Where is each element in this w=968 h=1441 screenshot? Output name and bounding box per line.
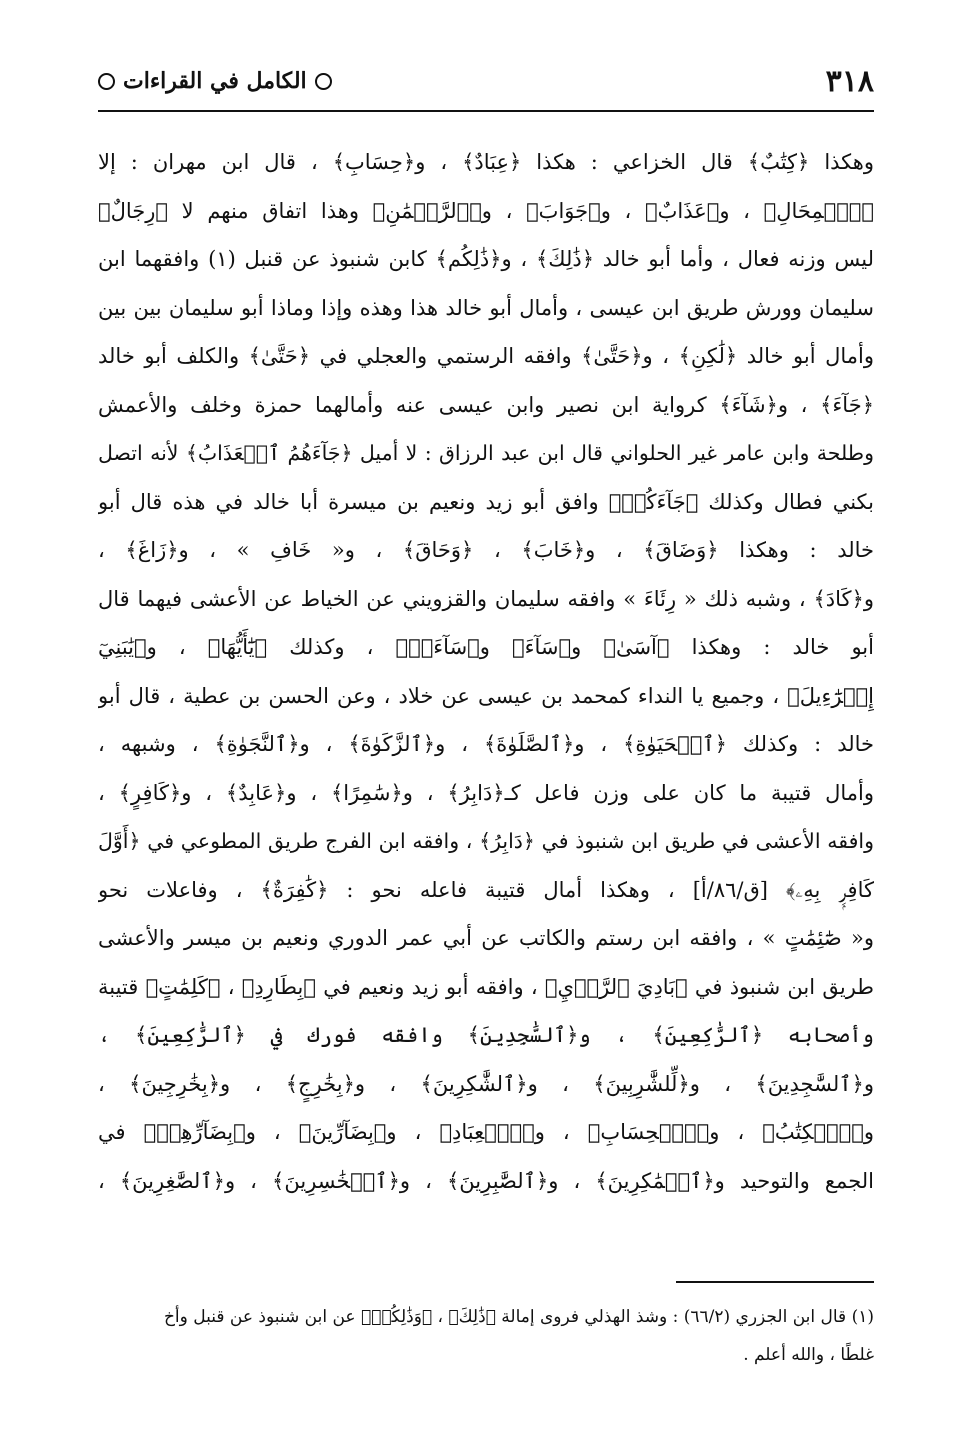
page-header	[98, 60, 874, 102]
header-divider	[98, 110, 874, 112]
running-title-block	[98, 68, 332, 94]
running-title: الكامل في القراءات	[123, 68, 307, 94]
text-line: و﴿ٱلۡكِتَٰبُ﴾ ، و﴿ٱلۡحِسَابِ﴾ ، و﴿ٱلۡعِبَادِ﴾ ، و﴿بِضَآرِّينَ﴾ ، و﴿بِضَآرِّهِمۡ﴾ في	[98, 1120, 874, 1144]
text-line: ﴿جَآءَ﴾ ، و﴿شَآءَ﴾ كرواية ابن نصير وابن عيسى عنه وأمالهما حمزة وخلف والأعمش	[98, 392, 874, 417]
text-line: و﴿ٱلسَّٰجِدِينَ﴾ ، و﴿لِّلشَّٰرِبِينَ﴾ ، و﴿ٱلشَّٰكِرِينَ﴾ ، و﴿بِخَٰرِجٍ﴾ ، و﴿بِخَٰرِجِينَ﴾ ،	[98, 1071, 874, 1096]
text-line: وافقه الأعشى في طريق ابن شنبوذ في ﴿دَابِرُ﴾ ، وافقه ابن الفرج طريق المطوعي في ﴿أَوَّلَ	[98, 829, 874, 853]
footnote-divider	[676, 1281, 874, 1283]
footnotes	[98, 1298, 874, 1374]
page-number: ٣١٨	[825, 63, 874, 99]
text-line: خالد : وهكذا ﴿وَضَاقَ﴾ ، و﴿خَابَ﴾ ، ﴿وَحَاقَ﴾ ، و« خَافِ » ، و﴿زَاغَ﴾ ،	[98, 538, 874, 562]
main-text	[98, 138, 874, 1205]
text-line: الجمع والتوحيد و﴿ٱلۡمَٰكِرِينَ﴾ ، و﴿ٱلصَّٰبِرِينَ﴾ ، و﴿ٱلۡخَٰسِرِينَ﴾ ، و﴿ٱلصَّٰغِرِينَ﴾ ،	[98, 1168, 874, 1193]
text-line: وأمال قتيبة ما كان على وزن فاعل كـ﴿دَابِرُ﴾ ، و﴿سَٰمِرًا﴾ ، و﴿عَابِدٌ﴾ ، و﴿كَافِرٍ﴾ ،	[98, 780, 874, 805]
circle-ornament-icon	[98, 73, 115, 90]
text-line: و« صَٰٓئِمَٰتٍ » ، وافقه ابن رستم والكاتب عن أبي عمر الدوري ونعيم بن ميسر والأعشى	[98, 926, 874, 950]
text-line: كَافِرِۭ بِهِۦ﴾ [ق/٨٦/أ] ، وهكذا أمال قتيبة فاعله نحو : ﴿كَٰفِرَةٌ﴾ ، وفاعلات نحو	[98, 877, 874, 902]
circle-ornament-icon	[315, 73, 332, 90]
text-line: بكني فطال وكذلك ﴿جَآءَكُمۡ﴾ وافق أبو زيد ونعيم بن ميسرة أبا خالد في هذه قال أبو	[98, 489, 874, 514]
text-line: و﴿كَادَ﴾ ، وشبه ذلك « رِئَاءَ » وافقه سليمان والقزويني عن الخياط عن الأعشى فيهما قال	[98, 586, 874, 611]
text-line: وأصحابه ﴿ٱلرَّٰكِعِينَ﴾ ، و﴿ٱلسَّٰجِدِينَ﴾ وافقه فورك في ﴿ٱلرَّٰكِعِينَ﴾ ،	[98, 1023, 874, 1047]
text-line: خالد : وكذلك ﴿ٱلۡحَيَوٰةِ﴾ ، و﴿ٱلصَّلَوٰةَ﴾ ، و﴿ٱلزَّكَوٰةَ﴾ ، و﴿ٱلنَّجَوٰةِ﴾ ، وشبهه ،	[98, 732, 874, 756]
text-line: إِسۡرَٰٓءِيلَ﴾ ، وجميع يا النداء كمحمد بن عيسى عن خلاد ، وعن الحسن بن عطية ، قال أبو	[98, 683, 874, 708]
text-line: وطلحة وابن عامر غير الحلواني قال ابن عبد الرزاق : لا أميل ﴿جَآءَهُمُ ٱلۡعَذَابُ﴾ لأنه اتصل	[98, 441, 874, 465]
text-line: ليس وزنه فعال ، وأما أبو خالد ﴿ذَٰلِكَ﴾ ، و﴿ذَٰلِكُم﴾ كابن شنبوذ عن قنبل (١) وافقهما ابن	[98, 247, 874, 271]
text-line: أبو خالد : وهكذا ﴿آسَىٰ﴾ و﴿سَآءَ﴾ و﴿سَآءَتۡ﴾ ، وكذلك ﴿يَٰٓأَيُّهَا﴾ ، و﴿يَٰبَنِيٓ	[98, 635, 874, 659]
text-line: سليمان وورش طريق ابن عيسى ، وأمال أبو خالد هذا وهذه وإذا وماذا أبو سليمان بين بين	[98, 295, 874, 320]
text-line: ﴿ٱلۡمِحَالِ﴾ ، و﴿عَذَابٌ﴾ ، و﴿جَوَابَ﴾ ، و﴿ٱلرَّحۡمَٰنِ﴾ وهذا اتفاق منهم لا ﴿رِجَالٌ﴾	[98, 198, 874, 223]
text-line: وأمال أبو خالد ﴿لَٰكِنِ﴾ ، و﴿حَتَّىٰ﴾ وافقه الرستمي والعجلي في ﴿حَتَّىٰ﴾ والكلف أبو خالد	[98, 344, 874, 368]
text-line: وهكذا ﴿كِتَٰبٌ﴾ قال الخزاعي : هكذا ﴿عِبَادٌ﴾ ، و﴿حِسَابِ﴾ ، قال ابن مهران : إلا	[98, 150, 874, 174]
footnote-line: غلطًا ، والله أعلم .	[743, 1345, 874, 1365]
footnote-line: (١) قال ابن الجزري (٦٦/٢) : وشذ الهذلي فروى إمالة ﴿ذَٰلِكَ﴾ ، ﴿وَذَٰلِكُمۡ﴾ عن ابن شنبوذ عن قنبل وأخ	[163, 1307, 874, 1327]
text-line: طريق ابن شنبوذ في ﴿بَادِيَ ٱلرَّأۡيِ﴾ ، وافقه أبو زيد ونعيم في ﴿بِطَارِدِ﴾ ، ﴿كَلِمَٰتٍ﴾ قتيبة	[98, 974, 874, 999]
